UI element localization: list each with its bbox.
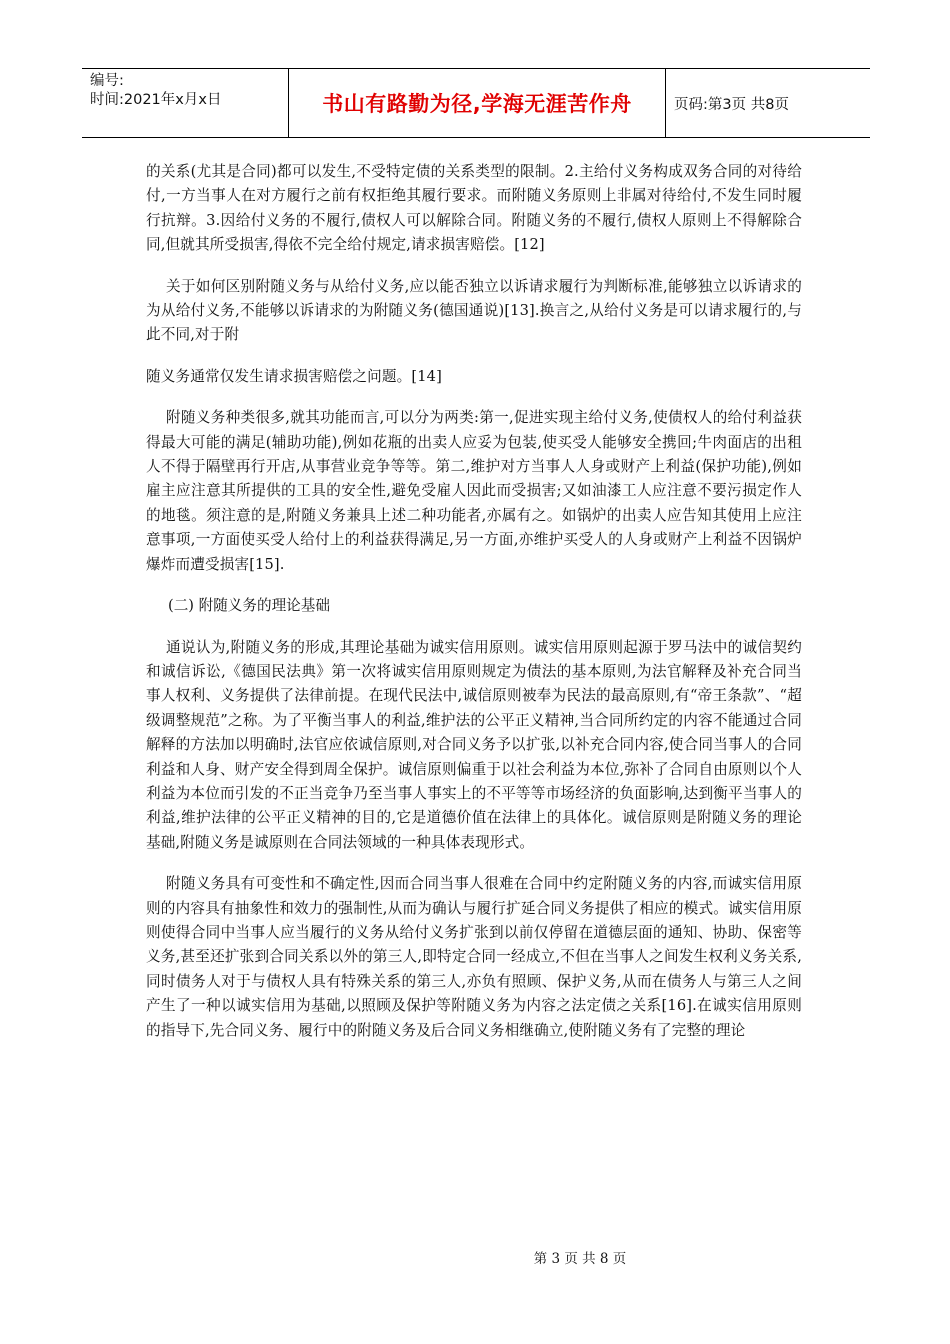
section-heading: (二) 附随义务的理论基础 bbox=[168, 597, 330, 615]
paragraph: 附随义务具有可变性和不确定性,因而合同当事人很难在合同中约定附随义务的内容,而诚实信用原则的内容具有抽象性和效力的强制性,从而为确认与履行扩延合同义务提供了相应的模式。诚实信用原则使得合同中当事人应当履行的义务从给付义务扩张到以前仅停留在道德层面的通知、协助、保密等义务,甚至还扩张到合同关系以外的第三人,即特定合同一经成立,不但在当事人之间发生权利义务关系,同时债务人对于与债权人具有特殊关系的第三人,亦负有照顾、保护义务,从而在债务人与第三人之间产生了一种以诚实信用为基础,以照顾及保护等附随义务为内容之法定债之关系[16].在诚实信用原则的指导下,先合同义务、履行中的附随义务及后合同义务相继确立,使附随义务有了完整的理论 bbox=[146, 875, 802, 1039]
document-body bbox=[146, 160, 802, 1043]
paragraph: 通说认为,附随义务的形成,其理论基础为诚实信用原则。诚实信用原则起源于罗马法中的诚信契约和诚信诉讼,《德国民法典》第一次将诚实信用原则规定为债法的基本原则,为法官解释及补充合同当事人权利、义务提供了法律前提。在现代民法中,诚信原则被奉为民法的最高原则,有“帝王条款”、“超级调整规范”之称。为了平衡当事人的利益,维护法的公平正义精神,当合同所约定的内容不能通过合同解释的方法加以明确时,法官应依诚信原则,对合同义务予以扩张,以补充合同内容,使合同当事人的合同利益和人身、财产安全得到周全保护。诚信原则偏重于以社会利益为本位,弥补了合同自由原则以个人利益为本位而引发的不正当竞争乃至当事人事实上的不平等等市场经济的负面影响,达到衡平当事人的利益,维护法律的公平正义精神的目的,它是道德价值在法律上的具体化。诚信原则是附随义务的理论基础,附随义务是诚原则在合同法领域的一种具体表现形式。 bbox=[146, 638, 802, 851]
paragraph: 关于如何区别附随义务与从给付义务,应以能否独立以诉请求履行为判断标准,能够独立以诉请求的为从给付义务,不能够以诉请求的为附随义务(德国通说)[13].换言之,从给付义务是可以请求履行的,与此不同,对于附 bbox=[146, 277, 802, 344]
header-meta-cell bbox=[82, 69, 289, 137]
document-number-label: 编号: bbox=[90, 73, 124, 89]
paragraph: 的关系(尤其是合同)都可以发生,不受特定债的关系类型的限制。2.主给付义务构成双务合同的对待给付,一方当事人在对方履行之前有权拒绝其履行要求。而附随义务原则上非属对待给付,不发生同时履行抗辩。3.因给付义务的不履行,债权人可以解除合同。附随义务的不履行,债权人原则上不得解除合同,但就其所受损害,得依不完全给付规定,请求损害赔偿。[12] bbox=[146, 163, 802, 254]
header-page-info: 页码:第3页 共8页 bbox=[674, 96, 789, 113]
header-motto: 书山有路勤为径,学海无涯苦作舟 bbox=[289, 69, 666, 137]
paragraph: 随义务通常仅发生请求损害赔偿之问题。[14] bbox=[146, 367, 442, 385]
document-time-label: 时间:2021年x月x日 bbox=[90, 92, 222, 108]
page-header bbox=[82, 68, 870, 138]
paragraph: 附随义务种类很多,就其功能而言,可以分为两类:第一,促进实现主给付义务,使债权人的给付利益获得最大可能的满足(辅助功能),例如花瓶的出卖人应妥为包装,使买受人能够安全携回;牛肉面店的出租人不得于隔壁再行开店,从事营业竞争等等。第二,维护对方当事人人身或财产上利益(保护功能),例如雇主应注意其所提供的工具的安全性,避免受雇人因此而受损害;又如油漆工人应注意不要污损定作人的地毯。须注意的是,附随义务兼具上述二种功能者,亦属有之。如锅炉的出卖人应告知其使用上应注意事项,一方面使买受人给付上的利益获得满足,另一方面,亦维护买受人的人身或财产上利益不因锅炉爆炸而遭受损害[15]. bbox=[146, 409, 802, 573]
page-footer: 第 3 页 共 8 页 bbox=[533, 1251, 627, 1267]
